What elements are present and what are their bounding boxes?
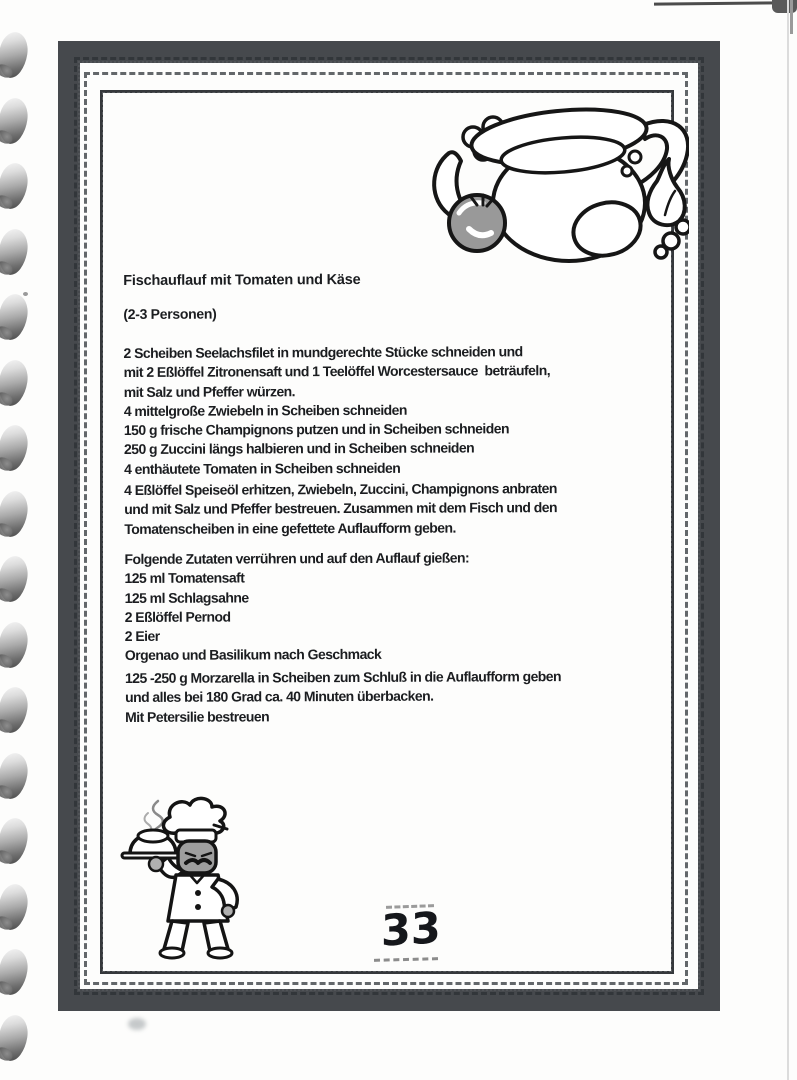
recipe-line: Mit Petersilie bestreuen bbox=[125, 707, 270, 725]
recipe-line: 125 ml Tomatensaft bbox=[124, 569, 245, 587]
page-number: 33 bbox=[381, 903, 441, 957]
scan-artifact-top-line bbox=[654, 1, 780, 5]
spiral-ring bbox=[0, 687, 27, 733]
scan-smudge bbox=[128, 1018, 146, 1030]
spiral-ring bbox=[0, 229, 27, 275]
recipe-line: und mit Salz und Pfeffer bestreuen. Zusammen mit dem Fisch und den bbox=[124, 499, 558, 518]
scan-artifact-corner-blob bbox=[772, 0, 797, 13]
spiral-ring bbox=[0, 753, 27, 799]
spiral-ring bbox=[0, 818, 27, 864]
spiral-ring bbox=[0, 1015, 27, 1061]
page-edge-line bbox=[787, 0, 789, 1080]
spiral-ring bbox=[0, 425, 27, 471]
scan-speck bbox=[23, 292, 28, 296]
recipe-line: 125 -250 g Morzarella in Scheiben zum Schluß in die Auflaufform geben bbox=[124, 668, 562, 686]
recipe-line: mit 2 Eßlöffel Zitronensaft und 1 Teelöffel Worcestersauce beträufeln, bbox=[123, 362, 551, 381]
spiral-ring bbox=[0, 360, 27, 406]
spiral-ring bbox=[0, 556, 27, 602]
spiral-ring bbox=[0, 32, 27, 78]
spiral-ring bbox=[0, 163, 27, 209]
recipe-title: Fischauflauf mit Tomaten und Käse bbox=[123, 271, 361, 289]
recipe-block-sauce bbox=[124, 548, 469, 665]
spiral-ring bbox=[0, 98, 27, 144]
spiral-ring bbox=[0, 884, 27, 930]
recipe-line: Folgende Zutaten verrühren und auf den Auflauf gießen: bbox=[124, 549, 470, 567]
spiral-binding bbox=[0, 0, 40, 1080]
soup-pot-illustration bbox=[421, 95, 689, 263]
spiral-ring bbox=[0, 491, 27, 537]
recipe-block-prep bbox=[124, 342, 551, 479]
recipe-line: 4 enthäutete Tomaten in Scheiben schneiden bbox=[124, 459, 401, 477]
recipe-line: und alles bei 180 Grad ca. 40 Minuten überbacken. bbox=[125, 687, 434, 706]
recipe-line: Orgenao und Basilikum nach Geschmack bbox=[124, 646, 382, 664]
recipe-line: 4 Eßlöffel Speiseöl erhitzen, Zwiebeln, Zuccini, Champignons anbraten bbox=[124, 480, 557, 498]
recipe-block-cooking bbox=[124, 479, 557, 539]
recipe-line: 2 Scheiben Seelachsfilet in mundgerechte Stücke schneiden und bbox=[123, 343, 523, 361]
spiral-ring bbox=[0, 622, 27, 668]
recipe-line: 125 ml Schlagsahne bbox=[124, 589, 249, 606]
recipe-line: 2 Eßlöffel Pernod bbox=[124, 608, 231, 625]
servings-note: (2-3 Personen) bbox=[123, 305, 217, 322]
recipe-line: mit Salz und Pfeffer würzen. bbox=[123, 382, 296, 400]
recipe-line: Tomatenscheiben in eine gefettete Auflaufform geben. bbox=[124, 519, 456, 537]
recipe-line: 150 g frische Champignons putzen und in Scheiben schneiden bbox=[123, 420, 509, 439]
recipe-line: 2 Eier bbox=[124, 628, 160, 645]
recipe-line: 250 g Zuccini längs halbieren und in Scheiben schneiden bbox=[123, 439, 475, 458]
recipe-line: 4 mittelgroße Zwiebeln in Scheiben schneiden bbox=[123, 401, 407, 419]
spiral-ring bbox=[0, 294, 27, 340]
page-edge-line-dark bbox=[790, 0, 793, 34]
chef-illustration bbox=[118, 795, 263, 963]
spiral-ring bbox=[0, 949, 27, 995]
recipe-block-finish bbox=[125, 667, 561, 727]
